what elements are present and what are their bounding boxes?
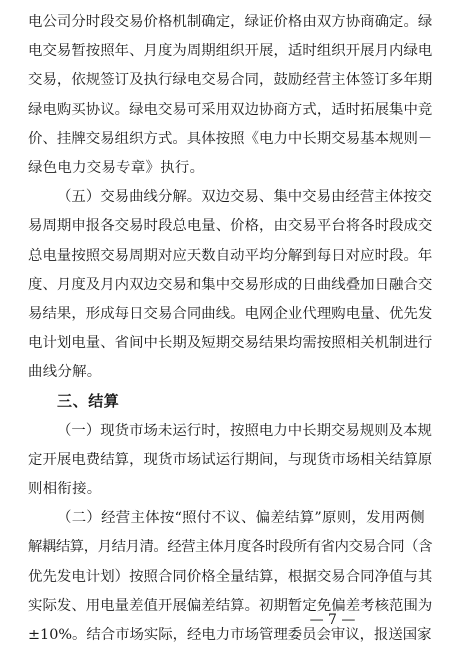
text-line: 电公司分时段交易价格机制确定，绿证价格由双方协商确定。绿 bbox=[28, 14, 433, 30]
text-line: 交易，依规签订及执行绿电交易合同，鼓励经营主体签订多年期 bbox=[28, 72, 433, 89]
text-line: 价、挂牌交易组织方式。具体按照《电力中长期交易基本规则－ bbox=[28, 130, 433, 147]
text-line: 绿色电力交易专章》执行。 bbox=[28, 159, 205, 176]
text-line: 电计划电量、省间中长期及短期交易结果均需按照相关机制进行 bbox=[28, 335, 433, 352]
text-line: 易周期申报各交易时段总电量、价格，由交易平台将各时段成交 bbox=[28, 218, 433, 235]
paragraph-start-line: （一）现货市场未运行时，按照电力中长期交易规则及本规 bbox=[57, 422, 432, 439]
text-line: 总电量按照交易周期对应天数自动平均分解到每日对应时段。年 bbox=[28, 247, 433, 264]
text-line: 曲线分解。 bbox=[28, 364, 102, 381]
paragraph-start-line: （二）经营主体按“照付不议、偏差结算”原则，发用两侧 bbox=[57, 510, 425, 527]
text-line: ±10%。结合市场实际，经电力市场管理委员会审议，报送国家 bbox=[28, 626, 432, 643]
text-line: 解耦结算，月结月清。经营主体月度各时段所有省内交易合同（含 bbox=[28, 539, 433, 556]
text-line: 度、月度及月内双边交易和集中交易形成的日曲线叠加日融合交 bbox=[28, 276, 433, 293]
page-number: — 7 — bbox=[309, 612, 356, 628]
document-body bbox=[28, 8, 432, 650]
text-line: 则相衔接。 bbox=[28, 481, 102, 497]
text-line: 实际发、用电量差值开展偏差结算。初期暂定免偏差考核范围为 bbox=[28, 597, 433, 614]
text-line: 易结果，形成每日交易合同曲线。电网企业代理购电量、优先发 bbox=[28, 305, 433, 322]
text-line: 电交易暂按照年、月度为周期组织开展，适时组织开展月内绿电 bbox=[28, 43, 433, 60]
section-heading: 三、结算 bbox=[57, 392, 120, 411]
text-line: 绿电购买协议。绿电交易可采用双边协商方式，适时拓展集中竞 bbox=[28, 101, 433, 118]
text-line: 优先发电计划）按照合同价格全量结算，根据交易合同净值与其 bbox=[28, 568, 433, 585]
text-line: 定开展电费结算，现货市场试运行期间，与现货市场相关结算原 bbox=[28, 451, 433, 468]
paragraph-start-line: （五）交易曲线分解。双边交易、集中交易由经营主体按交 bbox=[57, 189, 432, 206]
